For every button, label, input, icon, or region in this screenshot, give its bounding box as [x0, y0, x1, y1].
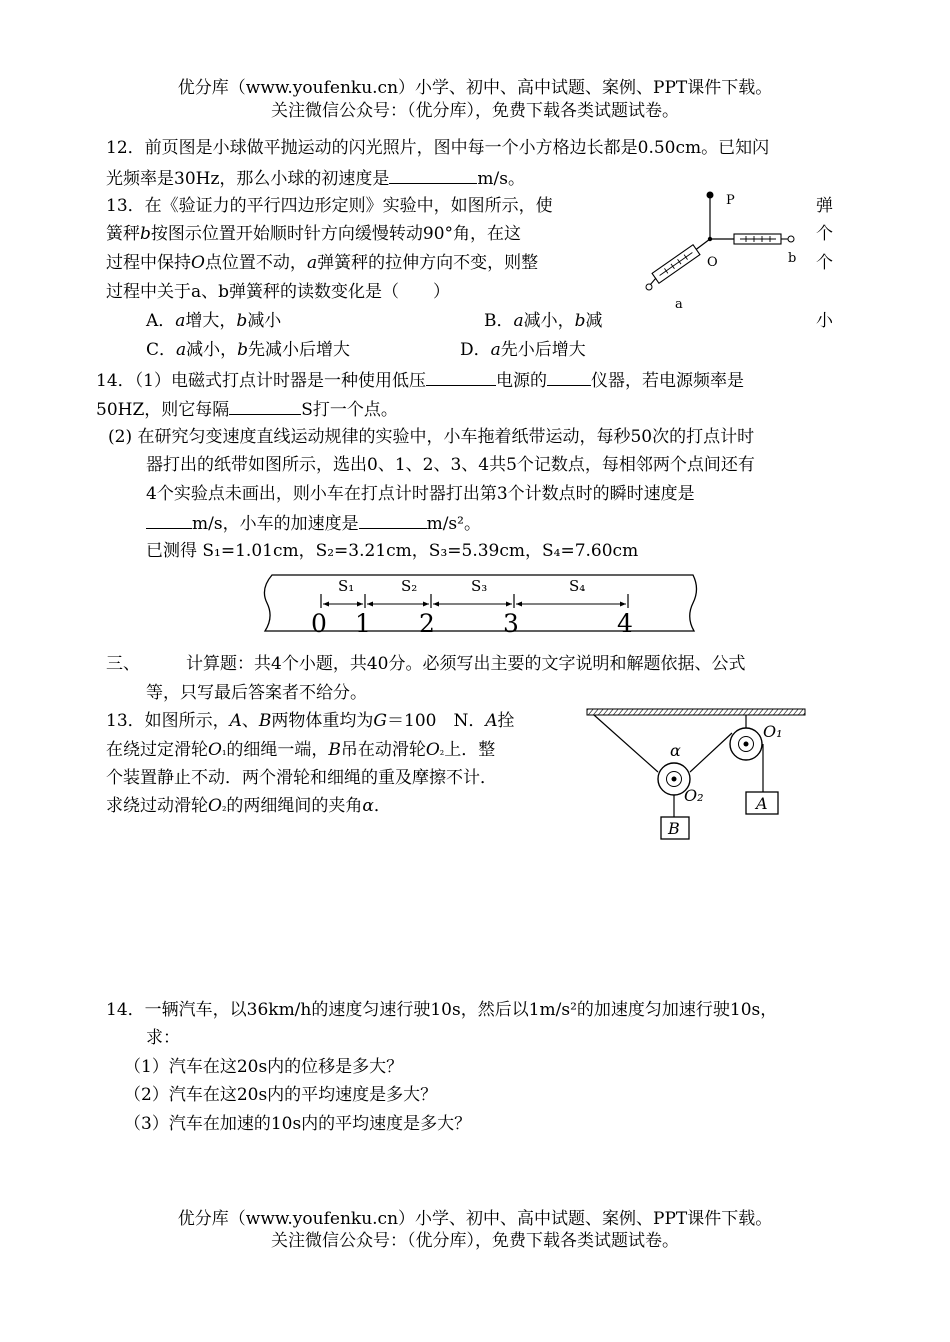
- q14a-part2-line-2: 器打出的纸带如图所示，选出0、1、2、3、4共5个记数点，每相邻两个点间还有: [146, 455, 755, 475]
- q13a-right-char-3: 个: [816, 253, 833, 273]
- q13a-option-a: A．a增大，b减小: [146, 311, 282, 331]
- pulley-figure: [582, 704, 810, 844]
- q13b-line-3: 个装置静止不动．两个滑轮和细绳的重及摩擦不计．: [106, 768, 497, 788]
- q14a-line-1: 14．（1）电磁式打点计时器是一种使用低压 电源的 仪器，若电源频率是: [96, 367, 744, 393]
- q13b-line-1: 13．如图所示，A、B两物体重均为G＝100 N．A拴: [106, 711, 515, 731]
- q14a-part2-line-1: (2) 在研究匀变速度直线运动规律的实验中，小车拖着纸带运动，每秒50次的打点计时: [108, 427, 755, 447]
- fig-label-a: a: [675, 297, 683, 312]
- q13a-line-2: 簧秤b按图示位置开始顺时针方向缓慢转动90°角，在这: [106, 224, 522, 244]
- fig-label-o: O: [707, 255, 718, 270]
- q14a-blank-2: [547, 367, 591, 386]
- footer-line-1: 优分库（www.youfenku.cn）小学、初中、高中试题、案例、PPT课件下载。: [177, 1209, 773, 1229]
- q14a-line-2: 50HZ，则它每隔 S打一个点。: [96, 396, 398, 422]
- tape-point-2: 2: [419, 609, 435, 638]
- q14b-line-2: 求：: [146, 1028, 180, 1048]
- q14a-measured: 已测得 S₁=1.01cm，S₂=3.21cm，S₃=5.39cm，S₄=7.60cm: [146, 541, 639, 561]
- tape-label-s2: S₂: [401, 577, 418, 595]
- q14a-blank-1: [426, 367, 496, 386]
- q14b-item-1: （1）汽车在这20s内的位移是多大？: [124, 1057, 404, 1077]
- q13a-line-1: 13．在《验证力的平行四边形定则》实验中，如图所示，使: [106, 196, 553, 216]
- q13a-line-4: 过程中关于a、b弹簧秤的读数变化是（ ）: [106, 282, 451, 302]
- fig-label-a-block: A: [756, 794, 768, 813]
- q14b-line-1: 14．一辆汽车，以36km/h的速度匀速行驶10s，然后以1m/s²的加速度匀加速行驶10s，: [106, 1000, 778, 1020]
- section3-line-2: 等，只写最后答案者不给分。: [146, 683, 367, 703]
- tape-point-3: 3: [503, 609, 519, 638]
- fig-label-b-block: B: [668, 819, 680, 838]
- footer-line-2: 关注微信公众号：（优分库），免费下载各类试题试卷。: [271, 1231, 679, 1251]
- tape-label-s4: S₄: [569, 577, 586, 595]
- header-line-1: 优分库（www.youfenku.cn）小学、初中、高中试题、案例、PPT课件下载。: [177, 78, 773, 98]
- tape-point-0: 0: [311, 609, 327, 638]
- paper-tape-figure: [258, 572, 708, 636]
- tape-point-1: 1: [355, 609, 371, 638]
- q12-line-1: 12．前页图是小球做平抛运动的闪光照片，图中每一个小方格边长都是0.50cm。已知闪: [106, 138, 770, 158]
- fig-label-o1: O₁: [763, 722, 783, 741]
- fig-label-o2: O₂: [684, 786, 704, 805]
- q13b-line-4: 求绕过动滑轮O₂的两细绳间的夹角α．: [106, 796, 391, 816]
- tape-label-s3: S₃: [471, 577, 488, 595]
- q14a-blank-5: [359, 510, 427, 529]
- q14a-part2-line-3: 4个实验点未画出，则小车在打点计时器打出第3个计数点时的瞬时速度是: [146, 484, 695, 504]
- spring-scale-figure: [640, 186, 820, 316]
- section3-line-1: 三、 计算题：共4个小题，共40分。必须写出主要的文字说明和解题依据、公式: [106, 654, 746, 674]
- header-line-2: 关注微信公众号：（优分库），免费下载各类试题试卷。: [271, 101, 679, 121]
- q12-line-2: 光频率是30Hz，那么小球的初速度是 m/s。: [106, 165, 525, 191]
- q13a-option-d: D．a先小后增大: [460, 340, 586, 360]
- q14b-item-3: （3）汽车在加速的10s内的平均速度是多大？: [124, 1114, 472, 1134]
- q13a-right-char-1: 弹: [816, 196, 833, 216]
- q13a-right-char-2: 个: [816, 224, 833, 244]
- q13a-option-b: B．a减小，b减: [484, 311, 603, 331]
- q13b-line-2: 在绕过定滑轮O₁的细绳一端，B吊在动滑轮O₂上．整: [106, 740, 496, 760]
- q13a-option-c: C．a减小，b先减小后增大: [146, 340, 351, 360]
- fig-label-alpha: α: [670, 741, 681, 760]
- q14a-blank-4: [146, 510, 192, 529]
- q14b-item-2: （2）汽车在这20s内的平均速度是多大？: [124, 1085, 438, 1105]
- ceiling: [587, 709, 805, 715]
- tape-label-s1: S₁: [338, 577, 355, 595]
- fig-label-b: b: [788, 251, 797, 266]
- q13a-line-3: 过程中保持O点位置不动，a弹簧秤的拉伸方向不变，则整: [106, 253, 539, 273]
- q14a-part2-line-4: m/s，小车的加速度是 m/s²。: [146, 510, 481, 536]
- spring-scale-a: [652, 245, 700, 284]
- tape-point-4: 4: [617, 609, 633, 638]
- q14a-blank-3: [229, 396, 301, 415]
- q13a-right-char-4: 小: [816, 311, 833, 331]
- q12-answer-blank: [389, 165, 477, 184]
- fig-label-p: P: [726, 193, 735, 208]
